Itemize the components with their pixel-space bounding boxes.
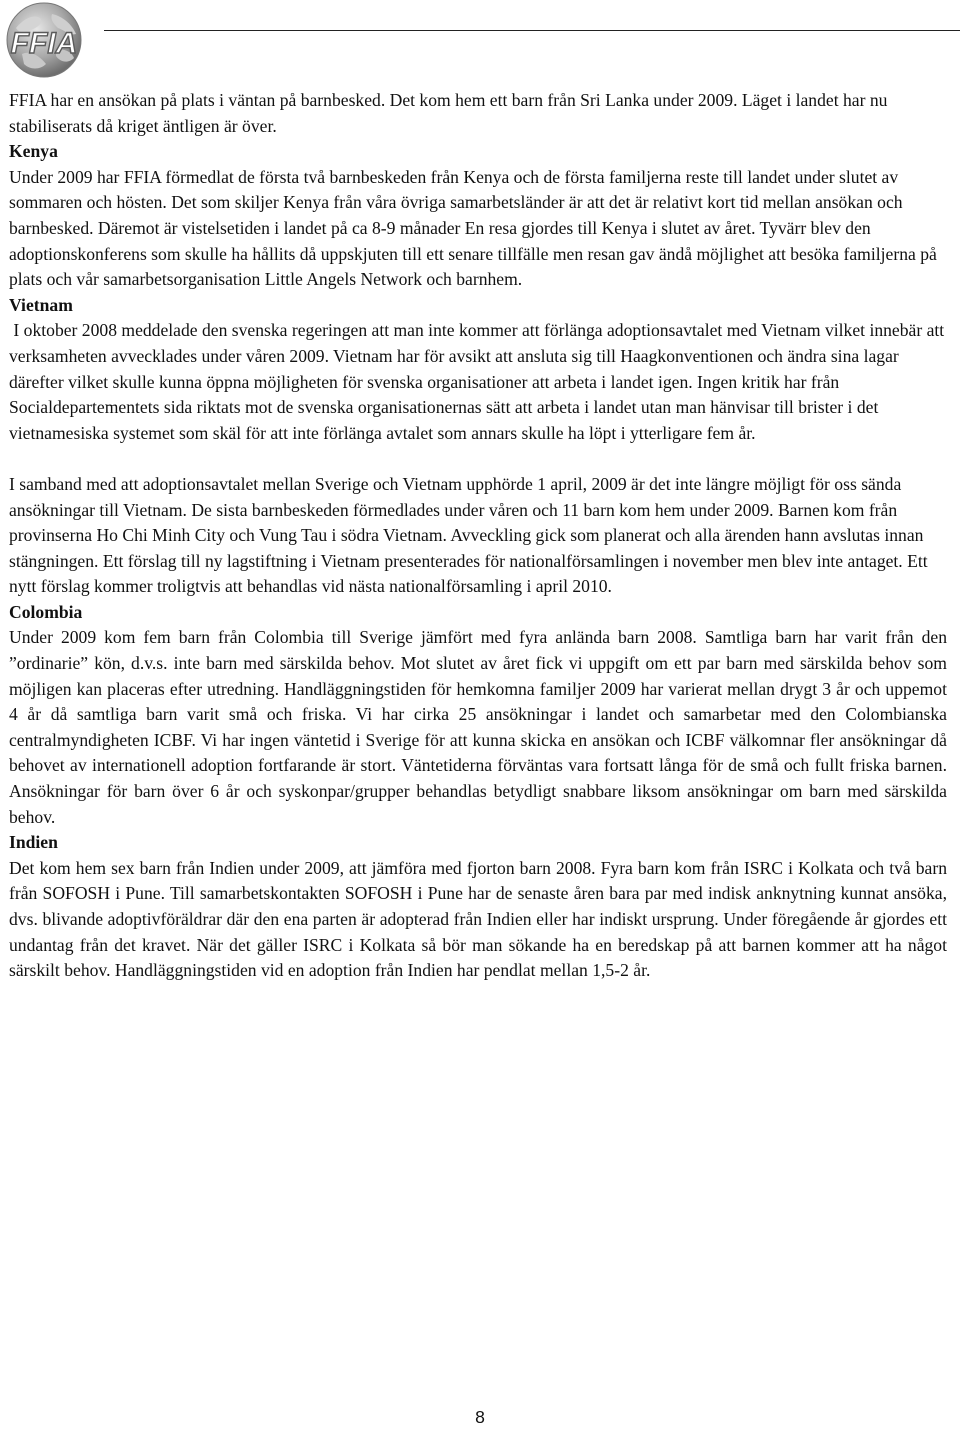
colombia-paragraph: Under 2009 kom fem barn från Colombia till Sverige jämfört med fyra anlända barn 2008. Samtliga barn har varit från den ”ordinarie” kön, d.v.s. inte barn med särskilda behov. Mot slutet av året fick vi uppgift om ett par barn med särskilda behov som möjligen kan placeras efter utredning. Handläggningstiden för hemkomna familjer 2009 har varierat mellan drygt 3 år och uppemot 4 år då samtliga barn varit små och friska. Vi har cirka 25 ansökningar i landet och samarbetar med den Colombianska centralmyndigheten ICBF. Vi har ingen väntetid i Sverige för att kunna skicka en ansökan och ICBF välkomnar fler ansökningar då behovet av internationell adoption fortfarande är stort. Väntetiderna förväntas vara fortsatt långa för de små och fullt friska barnen. Ansökningar för barn över 6 år och syskonpar/grupper behandlas betydligt snabbare liksom ansökningar om barn med särskilda behov. [9,627,947,827]
section-heading-vietnam: Vietnam [9,294,73,315]
section-heading-indien: Indien [9,832,58,853]
ffia-globe-logo-icon [0,0,90,82]
header-rule [104,30,960,31]
vietnam-paragraph-1: I oktober 2008 meddelade den svenska regeringen att man inte kommer att förlänga adoptionsavtalet med Vietnam vilket innebär att verksamheten avvecklades under våren 2009. Vietnam har för avsikt att ansluta sig till Haagkonventionen och ändra sina lagar därefter vilket skulle kunna öppna möjligheten för svenska organisationer att arbeta i landet igen. Ingen kritik har från Socialdepartementets sida riktats mot de svenska organisationernas sätt att arbeta i landet utan man hänvisar till brister i det vietnamesiska systemet som skäl för att inte förlänga avtalet som annars skulle ha löpt i ytterligare fem år. [9,320,949,443]
indien-paragraph: Det kom hem sex barn från Indien under 2009, att jämföra med fjorton barn 2008. Fyra barn kom från ISRC i Kolkata och två barn från SOFOSH i Pune. Till samarbetskontakten SOFOSH i Pune har de senaste åren bara par med indisk anknytning kunnat ansöka, dvs. blivande adoptivföräldrar där den ena parten är adopterad från Indien eller har indiskt ursprung. Under föregående år gjordes ett undantag från det kravet. När det gäller ISRC i Kolkata så bör man sökande ha en beredskap på att barnen kommer att ha något särskilt behov. Handläggningstiden vid en adoption från Indien har pendlat mellan 1,5-2 år. [9,857,947,981]
page-content [9,88,947,984]
logo-text: FFIA [10,27,78,60]
kenya-paragraph: Under 2009 har FFIA förmedlat de första två barnbeskeden från Kenya och de första familjerna reste till landet under slutet av sommaren och hösten. Det som skiljer Kenya från våra övriga samarbetsländer är att det är relativt kort tid mellan ansökan och barnbesked. Däremot är vistelsetiden i landet på ca 8-9 månader En resa gjordes till Kenya i slutet av året. Tyvärr blev den adoptionskonferens som skulle ha hållits då uppskjuten till ett senare tillfälle men resan gav ändå möjlighet att besöka familjerna på plats och vår samarbetsorganisation Little Angels Network och barnhem. [9,166,937,290]
section-heading-kenya: Kenya [9,141,58,162]
vietnam-paragraph-2: I samband med att adoptionsavtalet mellan Sverige och Vietnam upphörde 1 april, 2009 är det inte längre möjligt för oss sända ansökningar till Vietnam. De sista barnbeskeden förmedlades under våren och 11 barn kom hem under 2009. Barnen kom från provinserna Ho Chi Minh City och Vung Tau i södra Vietnam. Avveckling gick som planerat och alla ärenden hann avslutas innan stängningen. Ett förslag till ny lagstiftning i Vietnam presenterades för nationalförsamlingen i november men blev inte antaget. Ett nytt förslag kommer troligtvis att behandlas vid nästa nationalförsamling i april 2010. [9,473,928,597]
page-header [0,0,960,84]
page-number: 8 [475,1407,485,1427]
intro-paragraph: FFIA har en ansökan på plats i väntan på barnbesked. Det kom hem ett barn från Sri Lanka under 2009. Läget i landet har nu stabiliserats då kriget äntligen är över. [9,90,888,136]
section-heading-colombia: Colombia [9,601,83,622]
